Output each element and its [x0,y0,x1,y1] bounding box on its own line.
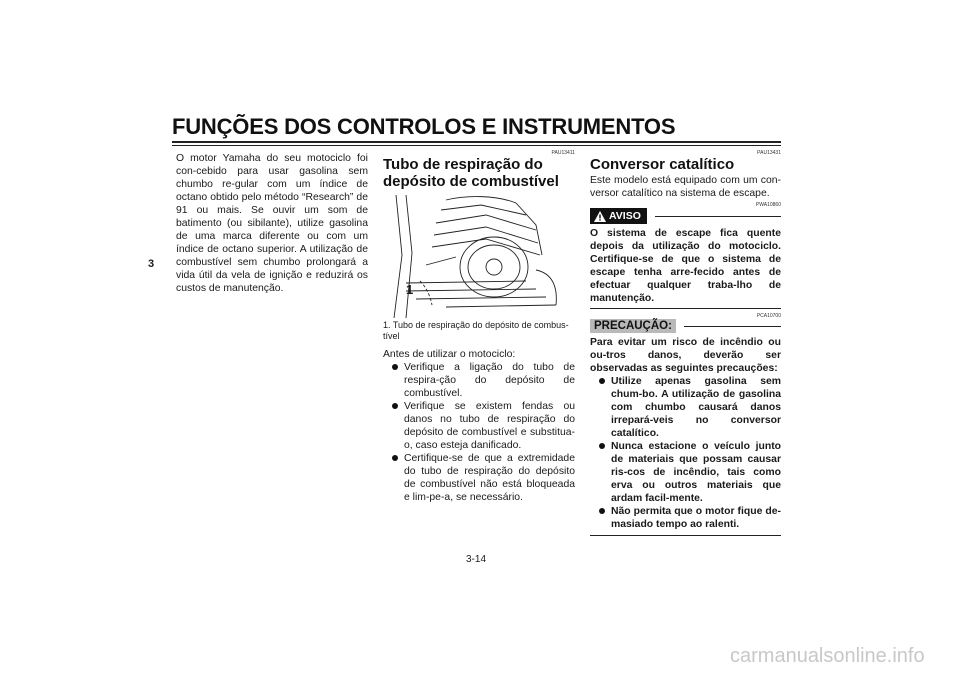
title-rule-thin [172,145,781,146]
fuel-tank-breather-section [383,150,575,190]
figure-callout-1: 1 [406,282,414,297]
list-item: Não permita que o motor fique de-masiado tempo ao ralenti. [590,505,781,531]
list-item: Verifique se existem fendas ou danos no tubo de respiração do depósito de combustível e substitua-o, caso esteja danificado. [383,400,575,452]
caution-badge: PRECAUÇÃO: [590,319,676,333]
warning-badge [590,208,647,224]
watermark: carmanualsonline.info [730,645,925,667]
warning-code: PWA10860 [755,202,781,208]
warning-rule [655,216,781,217]
list-item: Verifique a ligação do tubo de respira-ção do depósito de combustível. [383,361,575,400]
title-rule [172,141,781,143]
caution-code: PCA10700 [756,313,781,319]
list-item: Nunca estacione o veículo junto de materiais que possam causar ris-cos de incêndio, tais como erva ou outros materiais que ardam facil-mente. [590,440,781,505]
warning-header [590,208,781,224]
list-item: Utilize apenas gasolina sem chum-bo. A utilização de gasolina com chumbo causará danos irrepará-veis no conversor catalítico. [590,375,781,440]
caution-list [590,375,781,531]
caution-header [590,319,781,333]
figure-caption: 1. Tubo de respiração do depósito de combus- tível [383,320,569,341]
caution-intro: Para evitar um risco de incêndio ou ou-tros danos, deverão ser observadas as seguintes precauções: [590,337,781,374]
caution-rule [684,326,781,327]
section-intro: Este modelo está equipado com um con-versor catalítico na sistema de escape. [590,175,781,199]
caution-end-rule [590,535,781,536]
page-title: FUNÇÕES DOS CONTROLOS E INSTRUMENTOS [172,114,676,139]
section-title: Conversor catalítico [590,156,735,173]
chapter-tab-number: 3 [148,258,155,270]
section-code: PAU13431 [757,150,781,156]
page-number: 3-14 [466,554,487,565]
section-title: Tubo de respiração do depósito de combustível [383,156,559,190]
warning-label: AVISO [609,210,641,222]
list-item: Certifique-se de que a extremidade do tubo de respiração do depósito de combustível não está bloqueada e lim-pe-a, se necessário. [383,452,575,504]
checklist-intro: Antes de utilizar o motociclo: [383,349,516,360]
breather-hose-illustration [386,195,562,318]
breather-checklist [383,348,575,504]
catalytic-converter-section [590,150,781,536]
warning-end-rule [590,308,781,309]
warning-text: O sistema de escape fica quente depois da utilização do motociclo. Certifique-se de que o sistema de escape tenha arre-fecido antes de efectuar qualquer traba-lho de manutenção. [590,228,781,304]
warning-triangle-icon [594,211,606,222]
fuel-octane-paragraph: O motor Yamaha do seu motociclo foi con-cebido para usar gasolina sem chumbo re-gular com um índice de octano obtido pelo método “Research” de 91 ou mais. Se ouvir um som de batimento (ou sibilante), utilize gasolina de uma marca diferente ou com um índice de octano superior. A utilização de combustível sem chumbo prolongará a vida útil da vela de ignição e reduzirá os custos de manutenção. [176,153,368,294]
section-code: PAU13411 [551,150,575,156]
